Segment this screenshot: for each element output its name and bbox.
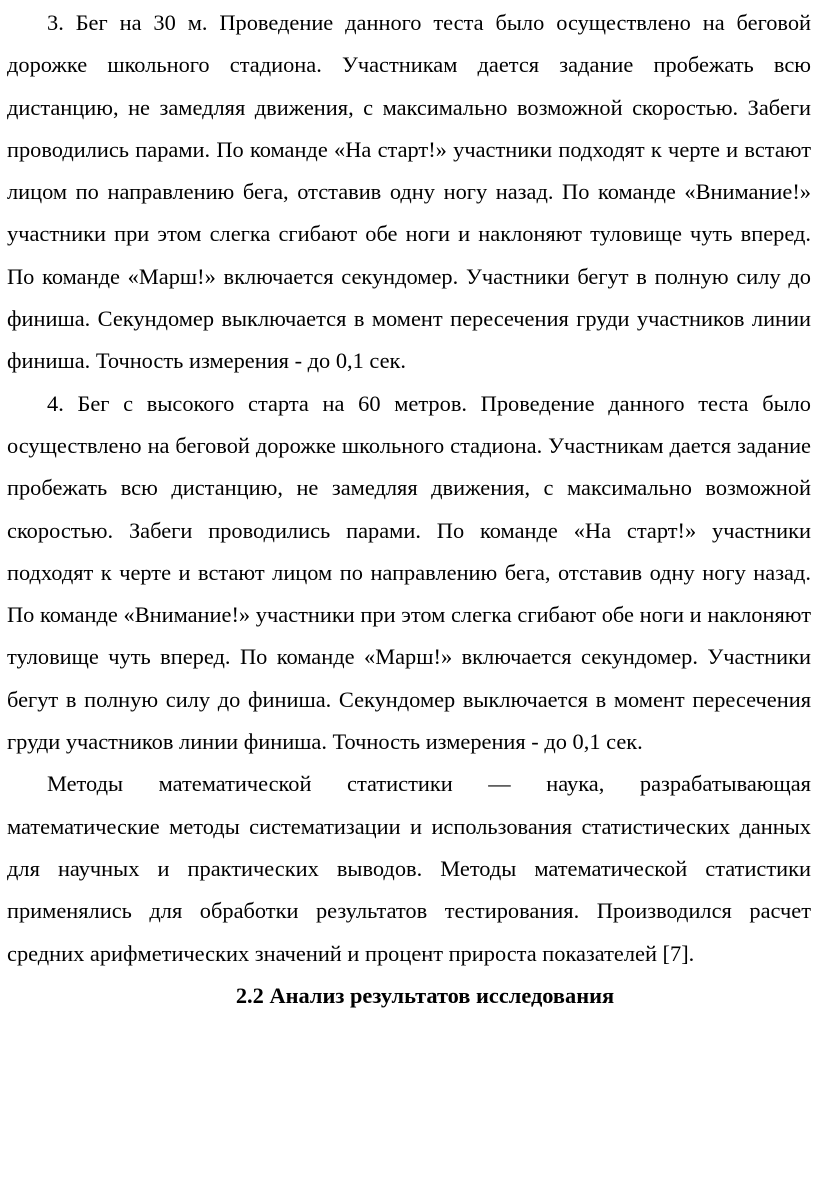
- paragraph-run-30m: 3. Бег на 30 м. Проведение данного теста было осуществлено на беговой дорожке школьного стадиона. Участникам дается задание пробежать всю дистанцию, не замедляя движения, с максимально возможной скоростью. Забеги проводились парами. По команде «На старт!» участники подходят к черте и встают лицом по направлению бега, отставив одну ногу назад. По команде «Внимание!» участники при этом слегка сгибают обе ноги и наклоняют туловище чуть вперед. По команде «Марш!» включается секундомер. Участники бегут в полную силу до финиша. Секундомер выключается в момент пересечения груди участников линии финиша. Точность измерения - до 0,1 сек.: [7, 10, 811, 374]
- section-heading: 2.2 Анализ результатов исследования: [235, 982, 615, 1008]
- document-page: [7, 2, 811, 1017]
- paragraph-math-statistics: Методы математической статистики — наука, разрабатывающая математические методы систематизации и использования статистических данных для научных и практических выводов. Методы математической статистики применялись для обработки результатов тестирования. Производился расчет средних арифметических значений и процент прироста показателей [7].: [7, 771, 811, 966]
- paragraph-run-60m: 4. Бег с высокого старта на 60 метров. Проведение данного теста было осуществлено на беговой дорожке школьного стадиона. Участникам дается задание пробежать всю дистанцию, не замедляя движения, с максимально возможной скоростью. Забеги проводились парами. По команде «На старт!» участники подходят к черте и встают лицом по направлению бега, отставив одну ногу назад. По команде «Внимание!» участники при этом слегка сгибают обе ноги и наклоняют туловище чуть вперед. По команде «Марш!» включается секундомер. Участники бегут в полную силу до финиша. Секундомер выключается в момент пересечения груди участников линии финиша. Точность измерения - до 0,1 сек.: [7, 390, 811, 755]
